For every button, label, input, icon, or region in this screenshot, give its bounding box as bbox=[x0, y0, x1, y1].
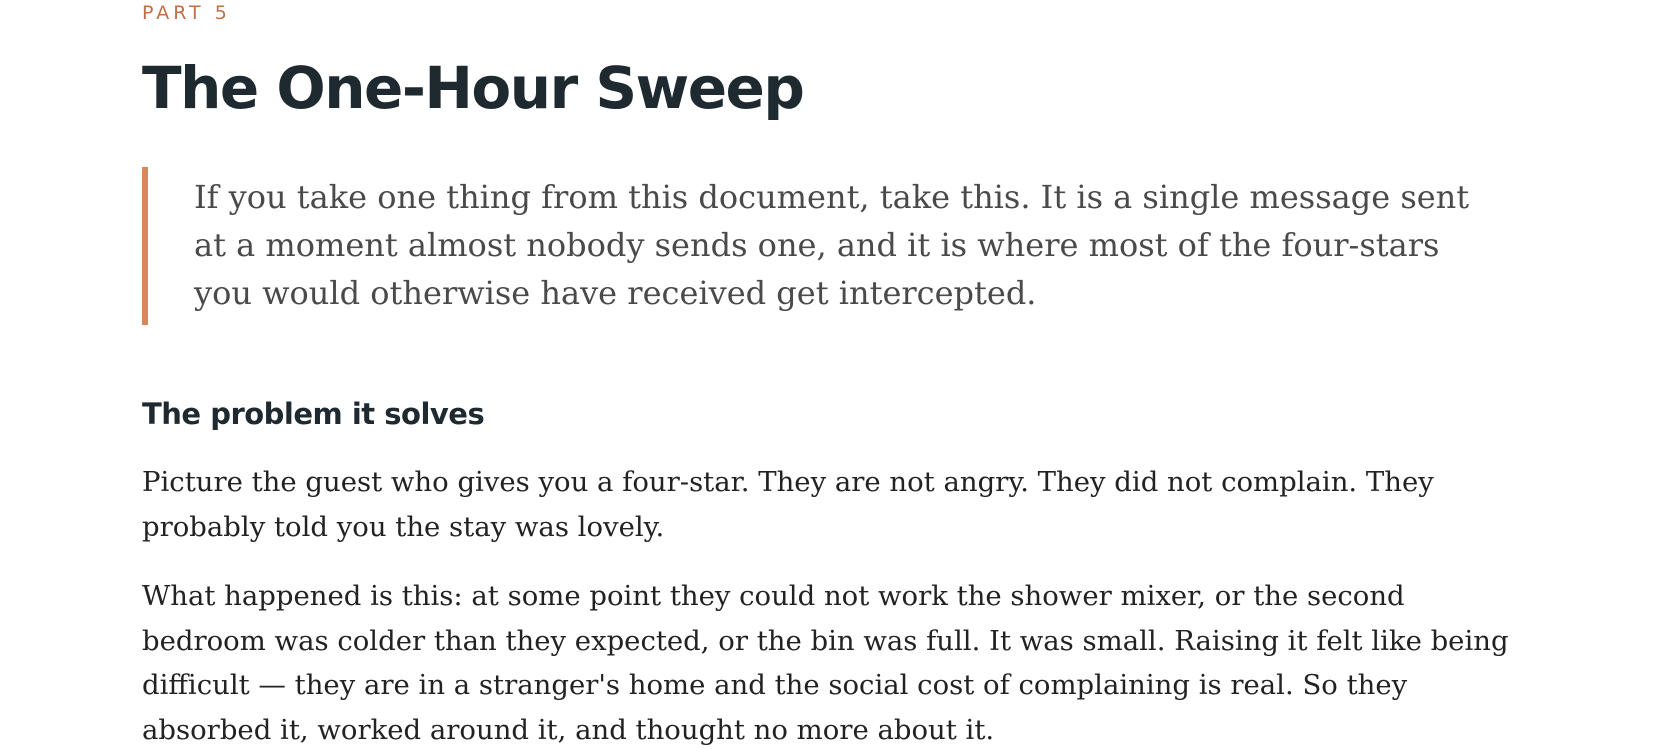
body-paragraph: Picture the guest who gives you a four-star. They are not angry. They did not complain. They probably told you the stay was lovely. bbox=[142, 466, 1434, 543]
part-label: PART 5 bbox=[142, 2, 231, 24]
section-heading: The problem it solves bbox=[142, 397, 485, 431]
document-content bbox=[142, 0, 1522, 749]
pull-quote bbox=[142, 167, 1522, 325]
body-paragraph: What happened is this: at some point they could not work the shower mixer, or the second bedroom was colder than they expected, or the bin was full. It was small. Raising it felt like being difficult — they are in a stranger's home and the social cost of complaining is real. So they absorbed it, worked around it, and thought no more about it. bbox=[142, 580, 1509, 746]
pull-quote-text: If you take one thing from this document, take this. It is a single message sent at a moment almost nobody sends one, and it is where most of the four-stars you would otherwise have received get intercepted. bbox=[194, 178, 1470, 312]
page-title: The One-Hour Sweep bbox=[142, 54, 804, 122]
